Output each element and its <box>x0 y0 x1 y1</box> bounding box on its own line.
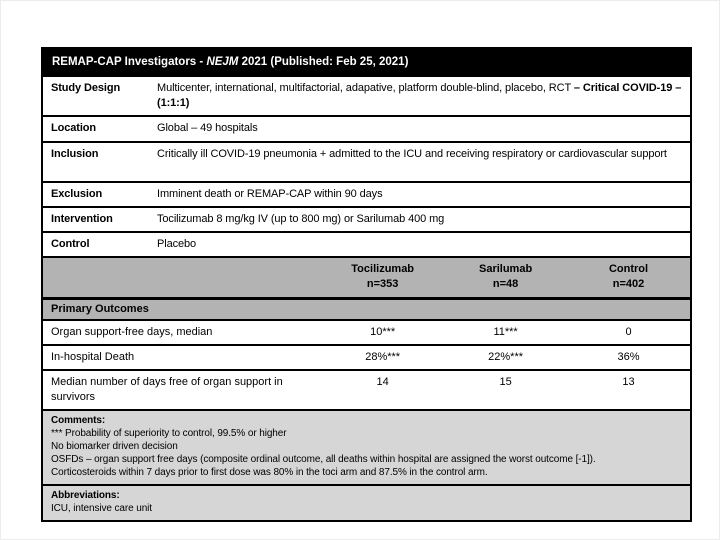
comments-heading: Comments: <box>51 415 106 427</box>
info-row-inclusion <box>43 141 690 181</box>
column-n: n=402 <box>612 277 645 290</box>
column-header-sarilumab <box>444 262 567 292</box>
column-header-control <box>567 262 690 292</box>
outcome-label: Median number of days free of organ support in survivors <box>51 376 283 404</box>
row-label: Control <box>51 237 90 250</box>
row-value: Critically ill COVID-19 pneumonia + admitted to the ICU and receiving respiratory or cardiovascular support <box>157 147 667 160</box>
treatment-columns-header <box>43 256 690 297</box>
comments-block <box>43 409 690 484</box>
table-title-bar <box>43 49 690 75</box>
journal-name: NEJM <box>206 56 239 68</box>
row-label: Intervention <box>51 212 113 225</box>
info-row-control <box>43 231 690 256</box>
outcome-value-tocilizumab: 28%*** <box>365 350 401 363</box>
column-header-tocilizumab <box>321 262 444 292</box>
study-summary-table <box>41 47 692 522</box>
outcome-value-control: 36% <box>617 350 640 363</box>
row-label: Location <box>51 122 97 135</box>
outcome-label: Organ support-free days, median <box>51 325 213 338</box>
outcome-value-sarilumab: 22%*** <box>488 350 524 363</box>
column-name: Control <box>608 263 649 276</box>
outcome-value-sarilumab: 15 <box>499 376 512 389</box>
outcome-value-control: 0 <box>625 325 632 338</box>
row-value: Imminent death or REMAP-CAP within 90 days <box>157 187 383 200</box>
column-header-spacer <box>43 262 321 292</box>
primary-outcomes-section-header: Primary Outcomes <box>43 297 690 319</box>
row-value: Tocilizumab 8 mg/kg IV (up to 800 mg) or Sarilumab 400 mg <box>157 212 445 225</box>
comment-line: Corticosteroids within 7 days prior to first dose was 80% in the toci arm and 87.5% in the control arm. <box>51 467 488 479</box>
outcome-value-sarilumab: 11*** <box>493 325 518 338</box>
column-name: Sarilumab <box>478 263 533 276</box>
comment-line: No biomarker driven decision <box>51 441 178 453</box>
comment-line: OSFDs – organ support free days (composite ordinal outcome, all deaths within hospital are assigned the worst outcome [-1]). <box>51 454 596 466</box>
info-row-location <box>43 115 690 140</box>
row-value <box>151 77 690 115</box>
abbreviations-block <box>43 484 690 520</box>
info-row-study-design <box>43 75 690 115</box>
row-value: Global – 49 hospitals <box>157 122 258 135</box>
outcome-label: In-hospital Death <box>51 350 135 363</box>
row-label: Study Design <box>51 82 121 94</box>
column-name: Tocilizumab <box>351 263 415 276</box>
title-suffix: 2021 (Published: Feb 25, 2021) <box>238 56 409 68</box>
outcome-value-control: 13 <box>622 376 635 389</box>
outcome-value-tocilizumab: 14 <box>376 376 389 389</box>
outcome-row-days-free-survivors <box>43 369 690 409</box>
comment-line: *** Probability of superiority to control, 99.5% or higher <box>51 428 287 440</box>
title-prefix: REMAP-CAP Investigators - <box>52 56 207 68</box>
column-n: n=353 <box>366 277 399 290</box>
row-value: Placebo <box>157 237 197 250</box>
info-row-intervention <box>43 206 690 231</box>
study-design-text: Multicenter, international, multifactorial, adapative, platform double-blind, placebo, RCT <box>157 82 574 94</box>
info-row-exclusion <box>43 181 690 206</box>
outcome-row-organ-support-free-days <box>43 319 690 344</box>
abbreviations-heading: Abbreviations: <box>51 490 120 502</box>
row-label: Exclusion <box>51 187 103 200</box>
outcome-row-in-hospital-death <box>43 344 690 369</box>
row-label: Inclusion <box>51 147 99 160</box>
study-design-text-bold: – Critical COVID-19 – (1:1:1) <box>157 82 682 110</box>
abbreviation-line: ICU, intensive care unit <box>51 503 152 515</box>
outcome-value-tocilizumab: 10*** <box>370 325 396 338</box>
column-n: n=48 <box>492 277 519 290</box>
